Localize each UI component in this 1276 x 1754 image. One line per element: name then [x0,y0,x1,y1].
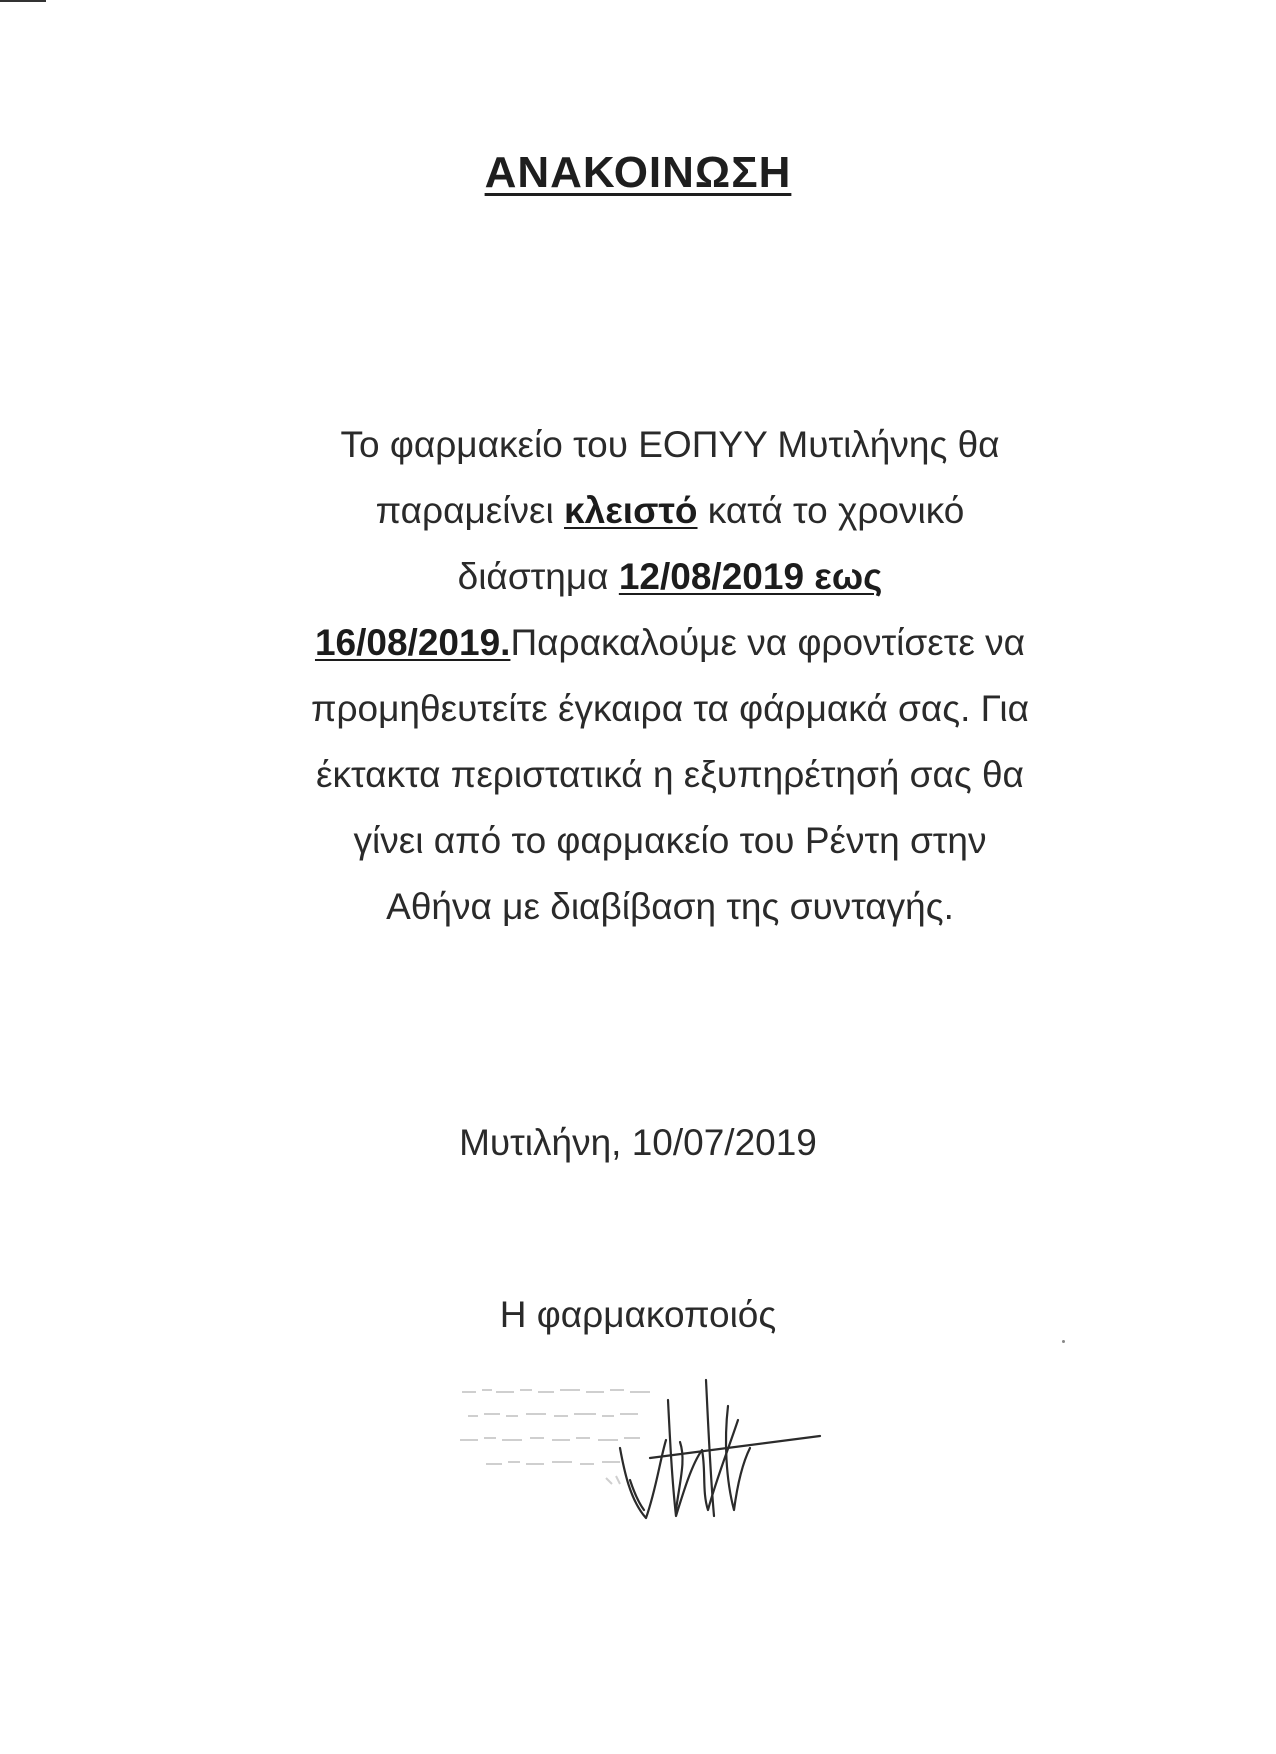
scan-corner-mark [0,0,46,2]
notice-title [0,148,1276,198]
signatory-role: Η φαρμακοποιός [499,1294,777,1335]
body-line-1: Το φαρμακείο του ΕΟΠΥΥ Μυτιλήνης θα [340,424,1000,465]
body-line-3 [200,544,1140,610]
body-line-2-post: κατά το χρονικό [697,490,965,531]
body-line-4-post: Παρακαλούμε να φροντίσετε να [510,622,1026,663]
body-line-7: γίνει από το φαρμακείο του Ρέντη στην [353,820,987,861]
body-line-3-pre: διάστημα [457,556,619,597]
body-line-6: έκτακτα περιστατικά η εξυπηρέτησή σας θα [316,754,1024,795]
body-line-2-pre: παραμείνει [375,490,565,531]
handwritten-signature [610,1360,830,1530]
end-date-emphasis: 16/08/2019. [314,622,511,663]
scan-speck [1062,1340,1065,1343]
place-date: Μυτιλήνη, 10/07/2019 [459,1122,817,1163]
body-line-8: Αθήνα με διαβίβαση της συνταγής. [386,886,954,927]
notice-body [200,412,1140,940]
closed-emphasis: κλειστό [564,490,698,531]
body-line-4 [200,610,1140,676]
body-line-2 [200,478,1140,544]
body-line-5: προμηθευτείτε έγκαιρα τα φάρμακά σας. Για [310,688,1030,729]
start-date-emphasis: 12/08/2019 εως [618,556,883,597]
notice-title-text: ΑΝΑΚΟΙΝΩΣΗ [484,148,792,197]
